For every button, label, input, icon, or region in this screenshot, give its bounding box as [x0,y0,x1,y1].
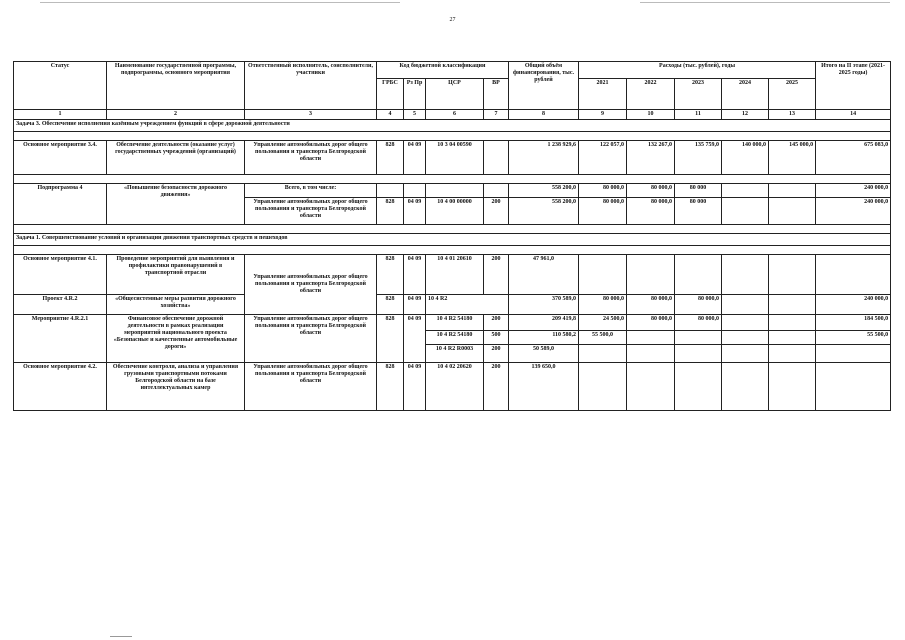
name-cell: Проведение мероприятий для выявления и профилактики правонарушений в транспортной отрасли [107,255,245,295]
header-csr: ЦСР [426,79,484,110]
total-cell: 139 650,0 [509,363,579,411]
colnum-3: 3 [245,110,377,120]
status-cell: Основное мероприятие 4.2. [14,363,107,411]
empty-cell [377,184,404,198]
empty-cell [675,255,722,295]
empty-cell [484,184,509,198]
colnum-2: 2 [107,110,245,120]
y2022-cell: 132 267,0 [627,141,675,175]
header-2021: 2021 [579,79,627,110]
itogo-cell: 240 000,0 [816,198,891,225]
status-cell: Проект 4.R.2 [14,295,107,315]
colnum-13: 13 [769,110,816,120]
csr-cell: 10 4 R2 [426,295,509,315]
csr-cell: 10 4 R2 54180 [426,315,484,331]
empty-cell [722,184,769,198]
empty-cell [769,363,816,411]
y2021-cell: 80 000,0 [579,295,627,315]
grbs-cell: 828 [377,255,404,295]
header-status: Статус [14,62,107,110]
name-cell: Обеспечение деятельности (оказание услуг) государственных учреждений (организаций) [107,141,245,175]
y2023-cell: 80 000,0 [675,295,722,315]
spacer-row [14,225,891,234]
vr-cell [484,141,509,175]
rz-cell: 04 09 [404,255,426,295]
vr-cell: 200 [484,255,509,295]
grbs-cell: 828 [377,295,404,315]
spacer-row [14,175,891,184]
colnum-5: 5 [404,110,426,120]
itogo-cell: 184 500,0 [816,315,891,331]
csr-cell: 10 4 R2 R0003 [426,345,484,363]
rz-cell: 04 09 [404,315,426,363]
vr-cell: 200 [484,198,509,225]
header-budget-code: Код бюджетной классификации [377,62,509,79]
colnum-4: 4 [377,110,404,120]
grbs-cell: 828 [377,198,404,225]
empty-cell [722,363,769,411]
itogo-cell: 675 083,0 [816,141,891,175]
csr-cell: 10 3 04 00590 [426,141,484,175]
spacer-row [14,246,891,255]
y2023-cell: 80 000 [675,184,722,198]
total-cell: 50 589,0 [509,345,579,363]
empty-cell [722,331,769,345]
table-row [14,315,891,331]
total-cell: 1 238 929,6 [509,141,579,175]
total-cell: 370 589,0 [509,295,579,315]
empty-cell [722,198,769,225]
empty-cell [769,345,816,363]
empty-cell [426,184,484,198]
empty-cell [675,345,722,363]
header-itogo: Итого на II этапе (2021-2025 годы) [816,62,891,110]
csr-cell: 10 4 01 20610 [426,255,484,295]
table-row [14,295,891,315]
total-cell: 209 419,8 [509,315,579,331]
header-expenses: Расходы (тыс. рублей), годы [579,62,816,79]
csr-cell: 10 4 R2 54180 [426,331,484,345]
y2025-cell: 145 000,0 [769,141,816,175]
total-cell: 47 961,0 [509,255,579,295]
grbs-cell: 828 [377,141,404,175]
page-number: 27 [449,17,456,23]
grbs-cell: 828 [377,315,404,363]
empty-cell [404,184,426,198]
task-1-heading: Задача 1. Совершенствование условий и организации движения транспортных средств и пешеходов [14,234,891,246]
total-cell: 558 200,0 [509,184,579,198]
y2021-cell: 80 000,0 [579,184,627,198]
colnum-7: 7 [484,110,509,120]
scan-edge-top-right [640,2,890,3]
empty-cell [769,315,816,331]
status-cell: Мероприятие 4.R.2.1 [14,315,107,363]
empty-cell [816,363,891,411]
y2021-cell: 24 500,0 [579,315,627,331]
table-row [14,255,891,295]
total-cell: 558 200,0 [509,198,579,225]
vr-cell: 500 [484,331,509,345]
colnum-9: 9 [579,110,627,120]
scan-edge-bottom [110,636,132,637]
vr-cell: 200 [484,315,509,331]
table-row [14,363,891,411]
empty-cell [769,198,816,225]
rz-cell: 04 09 [404,295,426,315]
rz-cell: 04 09 [404,363,426,411]
rz-cell: 04 09 [404,198,426,225]
header-2025: 2025 [769,79,816,110]
status-cell: Основное мероприятие 3.4. [14,141,107,175]
header-grbs: ГРБС [377,79,404,110]
empty-cell [627,255,675,295]
colnum-12: 12 [722,110,769,120]
empty-cell [627,363,675,411]
empty-cell [769,331,816,345]
scan-edge-top [40,2,400,3]
y2024-cell: 140 000,0 [722,141,769,175]
name-cell: Финансовое обеспечение дорожной деятельности в рамках реализации мероприятий национального проекта «Безопасные и качественные автомобильные дороги» [107,315,245,363]
empty-cell [722,345,769,363]
empty-cell [675,331,722,345]
executor-cell: Управление автомобильных дорог общего пользования и транспорта Белгородской области [245,363,377,411]
executor-cell: Управление автомобильных дорог общего пользования и транспорта Белгородской области [245,141,377,175]
task-3-heading: Задача 3. Обеспечение исполнения казённым учреждением функций в сфере дорожной деятельности [14,120,891,132]
y2021-cell: 122 057,0 [579,141,627,175]
name-cell: Обеспечение контроля, анализа и управления грузовыми транспортными потоками Белгородской области на базе интеллектуальных камер [107,363,245,411]
y2023-cell: 80 000 [675,198,722,225]
spacer-row [14,132,891,141]
y2022-cell: 80 000,0 [627,295,675,315]
header-2023: 2023 [675,79,722,110]
empty-cell [627,331,675,345]
header-2022: 2022 [627,79,675,110]
colnum-11: 11 [675,110,722,120]
table-row [14,184,891,198]
colnum-8: 8 [509,110,579,120]
header-executor: Ответственный исполнитель, соисполнители, участники [245,62,377,110]
empty-cell [769,184,816,198]
empty-cell [579,345,627,363]
table-row [14,141,891,175]
grbs-cell: 828 [377,363,404,411]
empty-cell [722,255,769,295]
itogo-cell: 55 500,0 [816,331,891,345]
rz-cell: 04 09 [404,141,426,175]
y2021-cell: 55 500,0 [579,331,627,345]
header-name: Наименование государственной программы, подпрограммы, основного мероприятия [107,62,245,110]
financing-table [13,61,891,411]
header-vr: ВР [484,79,509,110]
header-2024: 2024 [722,79,769,110]
vr-cell: 200 [484,363,509,411]
empty-cell [769,255,816,295]
empty-cell [769,295,816,315]
y2022-cell: 80 000,0 [627,315,675,331]
empty-cell [579,255,627,295]
y2021-cell: 80 000,0 [579,198,627,225]
y2023-cell: 80 000,0 [675,315,722,331]
colnum-1: 1 [14,110,107,120]
executor-cell: Управление автомобильных дорог общего пользования и транспорта Белгородской области [245,315,377,363]
colnum-14: 14 [816,110,891,120]
empty-cell [816,255,891,295]
name-cell: «Общесистемные меры развития дорожного хозяйства» [107,295,245,315]
empty-cell [722,315,769,331]
total-cell: 110 580,2 [509,331,579,345]
csr-cell: 10 4 00 00000 [426,198,484,225]
colnum-10: 10 [627,110,675,120]
colnum-6: 6 [426,110,484,120]
status-cell: Подпрограмма 4 [14,184,107,225]
y2022-cell: 80 000,0 [627,184,675,198]
executor-cell: Всего, в том числе: [245,184,377,198]
name-cell: «Повышение безопасности дорожного движения» [107,184,245,225]
header-total: Общий объём финансирования, тыс. рублей [509,62,579,110]
vr-cell: 200 [484,345,509,363]
y2023-cell: 135 759,0 [675,141,722,175]
empty-cell [579,363,627,411]
empty-cell [816,345,891,363]
empty-cell [722,295,769,315]
csr-cell: 10 4 02 20620 [426,363,484,411]
empty-cell [627,345,675,363]
y2022-cell: 80 000,0 [627,198,675,225]
executor-cell: Управление автомобильных дорог общего пользования и транспорта Белгородской области [245,198,377,225]
empty-cell [675,363,722,411]
itogo-cell: 240 000,0 [816,184,891,198]
executor-cell: Управление автомобильных дорог общего пользования и транспорта Белгородской области [245,255,377,315]
status-cell: Основное мероприятие 4.1. [14,255,107,295]
itogo-cell: 240 000,0 [816,295,891,315]
header-rz-pr: Рз Пр [404,79,426,110]
